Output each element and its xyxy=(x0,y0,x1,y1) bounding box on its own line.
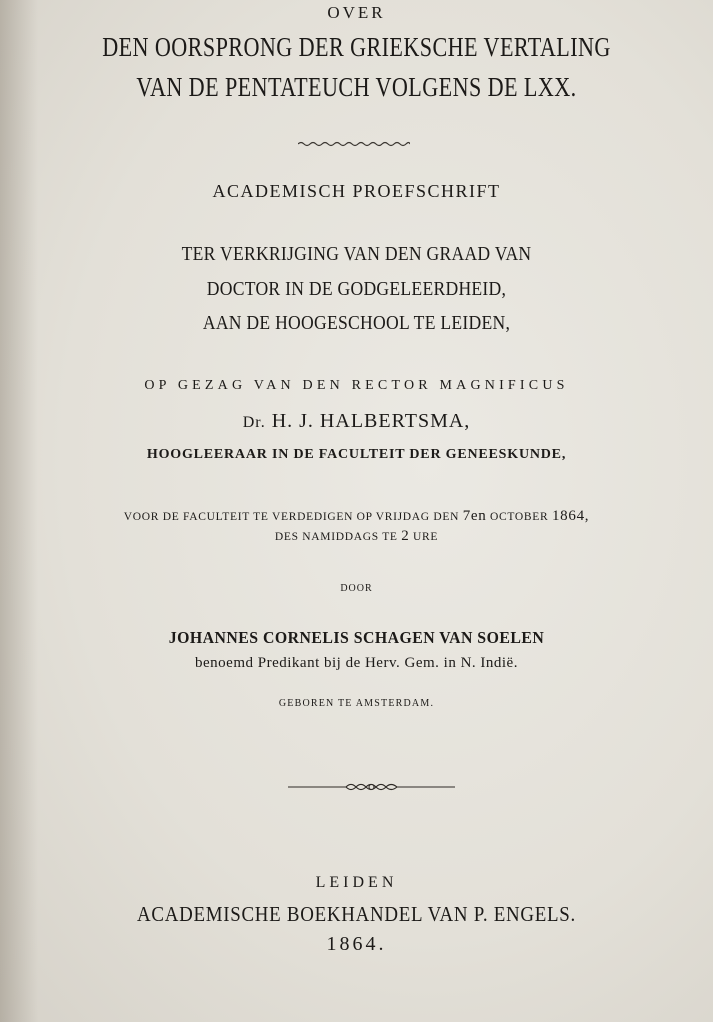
defense-day: 7en xyxy=(462,508,487,524)
subtitle: ACADEMISCH PROEFSCHRIFT xyxy=(212,181,501,201)
authority-line: OP GEZAG VAN DEN RECTOR MAGNIFICUS xyxy=(144,378,569,393)
over-label: OVER xyxy=(327,3,386,22)
defense-text-b: DES NAMIDDAGS TE xyxy=(274,531,398,543)
rector-prefix: Dr. xyxy=(242,414,266,431)
defense-text-a: VOOR DE FACULTEIT TE VERDEDIGEN OP VRIJDAG DEN xyxy=(123,511,460,523)
defense-hour: 2 xyxy=(401,528,410,544)
rector-title: HOOGLEERAAR IN DE FACULTEIT DER GENEESKUNDE, xyxy=(146,447,567,462)
defense-line-2 xyxy=(0,528,713,545)
defense-text-c: URE xyxy=(413,531,439,543)
imprint-year: 1864. xyxy=(326,933,387,955)
wavy-rule-ornament xyxy=(298,140,410,148)
birthplace: GEBOREN TE AMSTERDAM. xyxy=(278,698,435,709)
rector-name: H. J. HALBERTSMA, xyxy=(271,410,471,432)
author-name: JOHANNES CORNELIS SCHAGEN VAN SOELEN xyxy=(168,628,545,647)
degree-line-1: TER VERKRIJGING VAN DEN GRAAD VAN xyxy=(181,243,532,265)
author-role: benoemd Predikant bij de Herv. Gem. in N. Indië. xyxy=(195,655,518,671)
degree-line-3: AAN DE HOOGESCHOOL TE LEIDEN, xyxy=(202,312,511,334)
rector-line xyxy=(0,410,713,433)
decorative-rule-ornament xyxy=(288,780,455,794)
defense-line-1 xyxy=(0,508,713,525)
imprint-place: LEIDEN xyxy=(315,874,398,891)
imprint-publisher: ACADEMISCHE BOEKHANDEL VAN P. ENGELS. xyxy=(137,902,576,926)
by-label: DOOR xyxy=(340,583,373,594)
defense-year: 1864, xyxy=(551,508,590,524)
degree-line-2: DOCTOR IN DE GODGELEERDHEID, xyxy=(206,278,507,300)
title-line-1: DEN OORSPRONG DER GRIEKSCHE VERTALING xyxy=(102,32,611,62)
title-line-2: VAN DE PENTATEUCH VOLGENS DE LXX. xyxy=(136,72,577,102)
defense-month: OCTOBER xyxy=(490,511,549,523)
